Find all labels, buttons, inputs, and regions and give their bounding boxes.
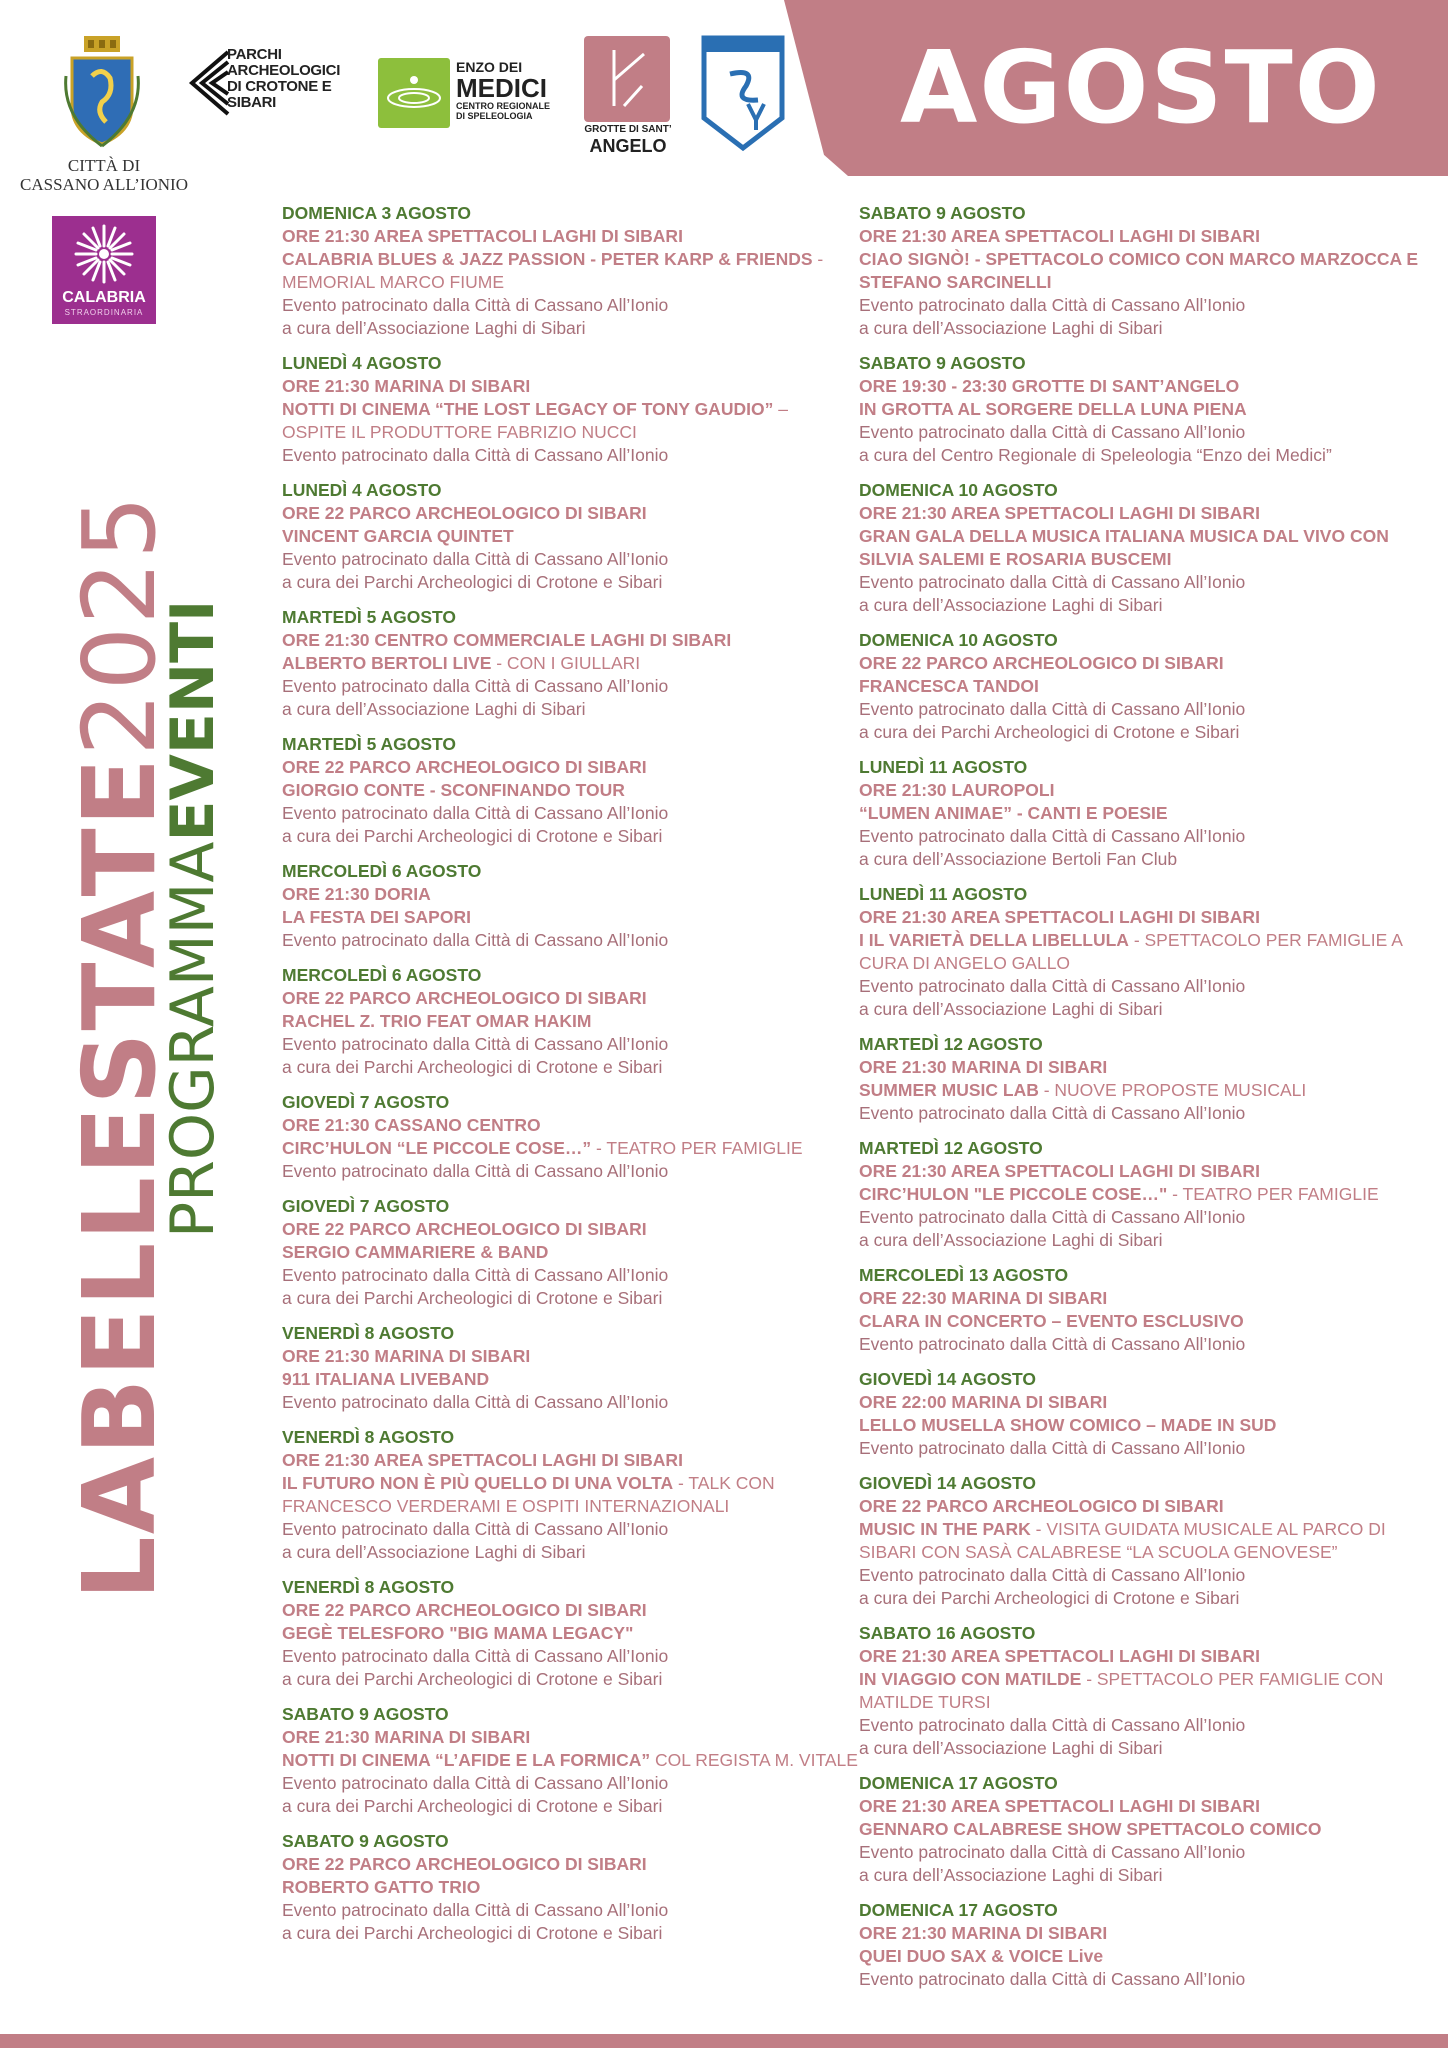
event-time-location: ORE 21:30 MARINA DI SIBARI [859,1923,1108,1943]
event-item [282,1703,858,1818]
event-note: Evento patrocinato dalla Città di Cassano All’Ionio [282,1646,669,1666]
event-title-line [859,1414,1429,1437]
event-title: QUEI DUO SAX & VOICE Live [859,1946,1104,1966]
event-item [282,1195,852,1310]
event-date: DOMENICA 3 AGOSTO [282,203,471,223]
event-note: a cura dei Parchi Archeologici di Crotone e Sibari [282,826,663,846]
event-note: Evento patrocinato dalla Città di Cassano All’Ionio [282,549,669,569]
event-item [859,352,1429,467]
event-date: DOMENICA 10 AGOSTO [859,630,1058,650]
event-note: Evento patrocinato dalla Città di Cassano All’Ionio [859,1715,1246,1735]
event-item [282,1426,852,1564]
event-title-detail: - CON I GIULLARI [491,653,641,673]
event-date: DOMENICA 17 AGOSTO [859,1900,1058,1920]
event-time-location: ORE 21:30 CENTRO COMMERCIALE LAGHI DI SIBARI [282,630,732,650]
event-title-line [859,1079,1429,1102]
event-time-location: ORE 21:30 AREA SPETTACOLI LAGHI DI SIBARI [282,1450,683,1470]
event-title: CIAO SIGNÒ! - SPETTACOLO COMICO CON MARCO MARZOCCA E [859,249,1419,269]
event-title-detail: – [773,399,788,419]
event-date: GIOVEDÌ 7 AGOSTO [282,1196,450,1216]
event-title-line [859,1691,1429,1714]
event-title: “LUMEN ANIMAE” - CANTI E POESIE [859,803,1168,823]
event-time-location: ORE 22 PARCO ARCHEOLOGICO DI SIBARI [282,988,647,1008]
event-note: Evento patrocinato dalla Città di Cassano All’Ionio [859,1207,1246,1227]
event-time-location: ORE 22 PARCO ARCHEOLOGICO DI SIBARI [282,1600,647,1620]
event-item [859,479,1429,617]
event-title-line [282,906,852,929]
event-note: a cura dei Parchi Archeologici di Crotone e Sibari [282,1796,663,1816]
event-title-line [859,1310,1429,1333]
event-title-line [859,271,1429,294]
event-title: SUMMER MUSIC LAB [859,1080,1039,1100]
parchi-line3: DI CROTONE E SIBARI [227,78,332,111]
event-time-location: ORE 22:30 MARINA DI SIBARI [859,1288,1108,1308]
event-title: GEGÈ TELESFORO "BIG MAMA LEGACY" [282,1623,634,1643]
event-title-detail: CURA DI ANGELO GALLO [859,953,1071,973]
event-title-line [282,525,852,548]
event-title: ROBERTO GATTO TRIO [282,1877,481,1897]
sunburst-icon [72,222,136,286]
event-date: SABATO 9 AGOSTO [282,1831,449,1851]
event-item [859,1899,1429,1991]
event-title-line [282,1876,852,1899]
event-note: Evento patrocinato dalla Città di Cassano All’Ionio [282,1900,669,1920]
event-time-location: ORE 21:30 AREA SPETTACOLI LAGHI DI SIBARI [859,1646,1260,1666]
event-title-line [282,1472,852,1495]
event-title: LA FESTA DEI SAPORI [282,907,471,927]
vertical-title-year: 2025 [61,493,178,756]
event-title: GIORGIO CONTE - SCONFINANDO TOUR [282,780,625,800]
event-title-line [282,271,852,294]
event-note: Evento patrocinato dalla Città di Cassano All’Ionio [859,295,1246,315]
event-title-line [859,675,1429,698]
event-time-location: ORE 21:30 AREA SPETTACOLI LAGHI DI SIBARI [859,1161,1260,1181]
event-note: a cura dei Parchi Archeologici di Crotone e Sibari [282,1669,663,1689]
event-note: a cura dell’Associazione Laghi di Sibari [282,699,586,719]
event-title: FRANCESCA TANDOI [859,676,1039,696]
event-time-location: ORE 22 PARCO ARCHEOLOGICO DI SIBARI [859,1496,1224,1516]
event-item [859,1472,1429,1610]
event-title-line [282,1622,852,1645]
event-note: a cura dei Parchi Archeologici di Crotone e Sibari [282,1923,663,1943]
event-title: IN VIAGGIO CON MATILDE [859,1669,1082,1689]
event-title-line [282,398,852,421]
event-item [859,1772,1429,1887]
event-title: ALBERTO BERTOLI LIVE [282,653,492,673]
event-title-line [859,398,1429,421]
event-title-line [282,248,852,271]
events-column-left [282,202,858,1957]
event-time-location: ORE 22 PARCO ARCHEOLOGICO DI SIBARI [282,503,647,523]
enzo-big: MEDICI [456,73,547,103]
event-date: MERCOLEDÌ 13 AGOSTO [859,1265,1069,1285]
event-time-location: ORE 22 PARCO ARCHEOLOGICO DI SIBARI [282,757,647,777]
event-title-detail: - SPETTACOLO PER FAMIGLIE CON [1081,1669,1384,1689]
event-title-detail: - VISITA GUIDATA MUSICALE AL PARCO DI [1030,1519,1386,1539]
event-title: NOTTI DI CINEMA “L’AFIDE E LA FORMICA” [282,1750,651,1770]
event-title-line [859,1518,1429,1541]
enzo-sub1: CENTRO REGIONALE [456,101,551,111]
event-date: VENERDÌ 8 AGOSTO [282,1577,455,1597]
event-note: a cura dei Parchi Archeologici di Crotone e Sibari [859,722,1240,742]
event-item [282,606,852,721]
event-date: VENERDÌ 8 AGOSTO [282,1323,455,1343]
event-time-location: ORE 22 PARCO ARCHEOLOGICO DI SIBARI [859,653,1224,673]
event-note: a cura dell’Associazione Laghi di Sibari [859,1865,1163,1885]
event-title-line [859,802,1429,825]
event-title-line [859,1668,1429,1691]
vertical-title [61,400,250,1600]
event-item [282,733,852,848]
event-note: Evento patrocinato dalla Città di Cassano All’Ionio [282,1519,669,1539]
event-title-line [282,421,852,444]
parchi-line1: PARCHI [227,46,282,63]
event-title-detail: - TEATRO PER FAMIGLIE [1167,1184,1379,1204]
event-item [282,352,852,467]
event-title-line [859,548,1429,571]
event-title-line [282,652,852,675]
event-time-location: ORE 21:30 AREA SPETTACOLI LAGHI DI SIBARI [859,907,1260,927]
event-title: STEFANO SARCINELLI [859,272,1052,292]
event-date: MERCOLEDÌ 6 AGOSTO [282,965,482,985]
event-title: IL FUTURO NON È PIÙ QUELLO DI UNA VOLTA [282,1473,674,1493]
vertical-title-sub [158,599,228,1238]
event-item [282,479,852,594]
event-title-line [282,1241,852,1264]
event-date: DOMENICA 10 AGOSTO [859,480,1058,500]
event-title-line [282,1368,852,1391]
event-title-detail: COL REGISTA M. VITALE [650,1750,858,1770]
event-title-line [282,779,852,802]
event-title-detail: MATILDE TURSI [859,1692,991,1712]
event-date: LUNEDÌ 4 AGOSTO [282,353,442,373]
parchi-line2: ARCHEOLOGICI [227,62,341,79]
event-date: VENERDÌ 8 AGOSTO [282,1427,455,1447]
event-note: a cura dell’Associazione Laghi di Sibari [859,318,1163,338]
vertical-title-eventi: EVENTI [158,599,228,842]
event-note: Evento patrocinato dalla Città di Cassano All’Ionio [859,1842,1246,1862]
grotte-small: GROTTE DI SANT’ [584,124,672,135]
event-title: GENNARO CALABRESE SHOW SPETTACOLO COMICO [859,1819,1322,1839]
event-item [859,756,1429,871]
enzo-logo-icon [378,58,450,128]
event-note: a cura del Centro Regionale di Speleologia “Enzo dei Medici” [859,445,1332,465]
grotte-logo-icon [584,36,670,122]
event-note: Evento patrocinato dalla Città di Cassano All’Ionio [282,1773,669,1793]
event-date: SABATO 16 AGOSTO [859,1623,1036,1643]
calabria-sub: STRAORDINARIA [64,308,144,317]
event-title: CIRC’HULON "LE PICCOLE COSE…" [859,1184,1168,1204]
event-title-detail: FRANCESCO VERDERAMI E OSPITI INTERNAZIONALI [282,1496,730,1516]
event-note: Evento patrocinato dalla Città di Cassano All’Ionio [859,1438,1246,1458]
event-date: DOMENICA 17 AGOSTO [859,1773,1058,1793]
enzo-sub2: DI SPELEOLOGIA [456,111,533,121]
event-title-line [859,248,1429,271]
event-note: Evento patrocinato dalla Città di Cassano All’Ionio [859,699,1246,719]
parchi-logo-text [227,47,367,111]
event-title-line [859,1541,1429,1564]
event-title: IN GROTTA AL SORGERE DELLA LUNA PIENA [859,399,1247,419]
event-time-location: ORE 22 PARCO ARCHEOLOGICO DI SIBARI [282,1219,647,1239]
event-time-location: ORE 21:30 AREA SPETTACOLI LAGHI DI SIBARI [859,226,1260,246]
event-title: SILVIA SALEMI E ROSARIA BUSCEMI [859,549,1172,569]
event-note: Evento patrocinato dalla Città di Cassano All’Ionio [859,1565,1246,1585]
event-title: CLARA IN CONCERTO – EVENTO ESCLUSIVO [859,1311,1244,1331]
event-note: Evento patrocinato dalla Città di Cassano All’Ionio [859,826,1246,846]
event-time-location: ORE 21:30 AREA SPETTACOLI LAGHI DI SIBARI [859,503,1260,523]
event-title: CALABRIA BLUES & JAZZ PASSION - PETER KARP & FRIENDS [282,249,813,269]
event-note: Evento patrocinato dalla Città di Cassano All’Ionio [282,930,669,950]
event-note: a cura dei Parchi Archeologici di Crotone e Sibari [282,1288,663,1308]
event-note: a cura dell’Associazione Laghi di Sibari [859,1738,1163,1758]
event-title: RACHEL Z. TRIO FEAT OMAR HAKIM [282,1011,592,1031]
event-title-line [859,1818,1429,1841]
event-time-location: ORE 22 PARCO ARCHEOLOGICO DI SIBARI [282,1854,647,1874]
city-name-line1: CITTÀ DI [67,156,141,175]
event-title-detail: - TALK CON [673,1473,775,1493]
event-note: a cura dei Parchi Archeologici di Crotone e Sibari [859,1588,1240,1608]
event-note: Evento patrocinato dalla Città di Cassano All’Ionio [859,1969,1246,1989]
event-item [859,1033,1429,1125]
event-note: Evento patrocinato dalla Città di Cassano All’Ionio [859,1103,1246,1123]
event-item [859,1622,1429,1760]
event-time-location: ORE 19:30 - 23:30 GROTTE DI SANT’ANGELO [859,376,1240,396]
city-name [14,156,194,194]
event-note: Evento patrocinato dalla Città di Cassano All’Ionio [859,976,1246,996]
event-title-line [282,1137,852,1160]
event-item [859,883,1429,1021]
event-item [859,1368,1429,1460]
vertical-title-la: LA [61,1454,178,1600]
event-time-location: ORE 21:30 MARINA DI SIBARI [282,1727,531,1747]
event-date: GIOVEDÌ 14 AGOSTO [859,1369,1036,1389]
event-title-line [859,929,1429,952]
event-title: VINCENT GARCIA QUINTET [282,526,514,546]
event-date: LUNEDÌ 4 AGOSTO [282,480,442,500]
month-title: AGOSTO [900,29,1382,146]
vertical-title-main [61,400,178,1600]
event-title-detail: - [812,249,824,269]
event-date: MARTEDÌ 12 AGOSTO [859,1138,1043,1158]
event-date: GIOVEDÌ 14 AGOSTO [859,1473,1036,1493]
event-title-detail: OSPITE IL PRODUTTORE FABRIZIO NUCCI [282,422,637,442]
event-title-line [282,1010,852,1033]
event-note: Evento patrocinato dalla Città di Cassano All’Ionio [859,1334,1246,1354]
event-item [859,1137,1429,1252]
event-time-location: ORE 21:30 DORIA [282,884,431,904]
city-name-line2: CASSANO ALL’IONIO [20,175,188,194]
event-note: a cura dell’Associazione Bertoli Fan Club [859,849,1178,869]
event-note: Evento patrocinato dalla Città di Cassano All’Ionio [282,676,669,696]
event-note: Evento patrocinato dalla Città di Cassano All’Ionio [282,295,669,315]
event-note: a cura dell’Associazione Laghi di Sibari [282,1542,586,1562]
event-note: Evento patrocinato dalla Città di Cassano All’Ionio [859,422,1246,442]
event-date: LUNEDÌ 11 AGOSTO [859,884,1028,904]
event-date: MERCOLEDÌ 6 AGOSTO [282,861,482,881]
events-column-right [859,202,1429,2003]
event-date: SABATO 9 AGOSTO [282,1704,449,1724]
event-date: MARTEDÌ 5 AGOSTO [282,607,457,627]
event-item [282,1576,852,1691]
event-time-location: ORE 21:30 MARINA DI SIBARI [859,1057,1108,1077]
event-title-detail: MEMORIAL MARCO FIUME [282,272,504,292]
event-note: a cura dell’Associazione Laghi di Sibari [859,595,1163,615]
grotte-logo-text [578,122,678,154]
event-date: SABATO 9 AGOSTO [859,353,1026,373]
event-title: 911 ITALIANA LIVEBAND [282,1369,490,1389]
event-title: MUSIC IN THE PARK [859,1519,1031,1539]
calabria-logo [52,216,156,324]
event-title: SERGIO CAMMARIERE & BAND [282,1242,549,1262]
event-date: MARTEDÌ 12 AGOSTO [859,1034,1043,1054]
laghi-shield-icon [700,34,786,152]
event-time-location: ORE 21:30 CASSANO CENTRO [282,1115,541,1135]
grotte-big: ANGELO [589,136,667,156]
event-note: Evento patrocinato dalla Città di Cassano All’Ionio [282,1265,669,1285]
event-note: a cura dell’Associazione Laghi di Sibari [859,1230,1163,1250]
event-item [859,1264,1429,1356]
event-note: a cura dei Parchi Archeologici di Crotone e Sibari [282,1057,663,1077]
event-time-location: ORE 21:30 MARINA DI SIBARI [282,376,531,396]
event-note: Evento patrocinato dalla Città di Cassano All’Ionio [282,1161,669,1181]
event-title-line [859,1945,1429,1968]
event-time-location: ORE 21:30 MARINA DI SIBARI [282,1346,531,1366]
event-item [282,202,852,340]
logo-strip [0,30,790,200]
event-title: CIRC’HULON “LE PICCOLE COSE…” [282,1138,592,1158]
event-date: SABATO 9 AGOSTO [859,203,1026,223]
event-title: GRAN GALA DELLA MUSICA ITALIANA MUSICA DAL VIVO CON [859,526,1389,546]
city-crest-icon [62,36,142,148]
event-item [282,860,852,952]
event-note: Evento patrocinato dalla Città di Cassano All’Ionio [282,445,669,465]
event-time-location: ORE 21:30 AREA SPETTACOLI LAGHI DI SIBARI [282,226,683,246]
event-date: MARTEDÌ 5 AGOSTO [282,734,457,754]
event-title: LELLO MUSELLA SHOW COMICO – MADE IN SUD [859,1415,1277,1435]
event-item [282,964,852,1079]
event-title-detail: - SPETTACOLO PER FAMIGLIE A [1128,930,1403,950]
event-item [859,202,1429,340]
calabria-word: CALABRIA [62,289,146,306]
enzo-top: ENZO DEI [456,59,523,75]
event-title-detail: - TEATRO PER FAMIGLIE [591,1138,803,1158]
event-item [282,1091,852,1183]
event-title-line [859,525,1429,548]
event-note: Evento patrocinato dalla Città di Cassano All’Ionio [282,803,669,823]
enzo-logo-text [456,60,576,121]
event-title-detail: - NUOVE PROPOSTE MUSICALI [1038,1080,1307,1100]
event-title-line [859,1183,1429,1206]
event-note: Evento patrocinato dalla Città di Cassano All’Ionio [282,1392,669,1412]
event-date: LUNEDÌ 11 AGOSTO [859,757,1028,777]
event-note: a cura dei Parchi Archeologici di Crotone e Sibari [282,572,663,592]
event-date: GIOVEDÌ 7 AGOSTO [282,1092,450,1112]
event-note: Evento patrocinato dalla Città di Cassano All’Ionio [282,1034,669,1054]
event-title-detail: SIBARI CON SASÀ CALABRESE “LA SCUOLA GENOVESE” [859,1542,1338,1562]
vertical-title-bellestate: BELLESTATE [61,755,178,1455]
event-time-location: ORE 21:30 AREA SPETTACOLI LAGHI DI SIBARI [859,1796,1260,1816]
parchi-logo-icon [188,50,230,116]
event-note: a cura dell’Associazione Laghi di Sibari [859,999,1163,1019]
bottom-bar [0,2034,1448,2048]
event-title: I IL VARIETÀ DELLA LIBELLULA [859,930,1129,950]
event-title-line [282,1749,858,1772]
event-item [282,1322,852,1414]
event-item [282,1830,852,1945]
event-time-location: ORE 22:00 MARINA DI SIBARI [859,1392,1108,1412]
event-title: NOTTI DI CINEMA “THE LOST LEGACY OF TONY GAUDIO” [282,399,774,419]
vertical-title-programma: PROGRAMMA [158,841,228,1238]
event-title-line [282,1495,852,1518]
event-item [859,629,1429,744]
event-title-line [859,952,1429,975]
event-note: Evento patrocinato dalla Città di Cassano All’Ionio [859,572,1246,592]
event-note: a cura dell’Associazione Laghi di Sibari [282,318,586,338]
event-time-location: ORE 21:30 LAUROPOLI [859,780,1055,800]
